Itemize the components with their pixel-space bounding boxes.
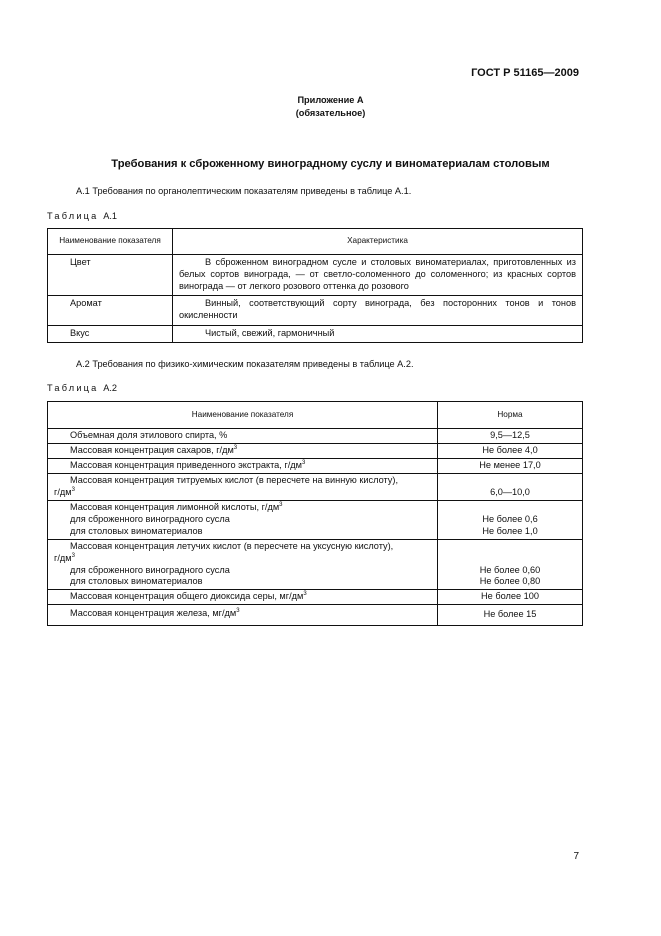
unit-superscript: 3: [236, 608, 240, 615]
table-row: [48, 590, 583, 605]
table-row: [48, 458, 583, 473]
row-label: Массовая концентрация общего диоксида серы, мг/дм: [70, 591, 304, 602]
row-label: Массовая концентрация сахаров, г/дм: [70, 444, 234, 455]
table-cell-value: Чистый, свежий, гармоничный: [173, 325, 583, 342]
column-header: Характеристика: [173, 229, 583, 255]
table-row: [48, 605, 583, 626]
table-cell-name: Объемная доля этилового спирта, %: [48, 429, 438, 444]
column-header: Наименование показателя: [48, 229, 173, 255]
table-a1: [47, 228, 583, 343]
table-row: [48, 473, 583, 500]
table-row: [48, 539, 583, 590]
table1-caption-number: А.1: [103, 211, 117, 221]
table-cell-value: [438, 500, 583, 539]
table-cell-name: [48, 473, 438, 500]
paragraph-a1: А.1 Требования по органолептическим показателям приведены в таблице А.1.: [76, 186, 412, 196]
section-heading: Требования к сброженному виноградному суслу и виноматериалам столовым: [111, 158, 550, 170]
table1-caption-prefix: Таблица: [47, 211, 99, 221]
unit-superscript: 3: [301, 459, 306, 466]
unit-superscript: 3: [233, 444, 238, 451]
row-label-line1: [70, 502, 431, 514]
table2-caption-number: А.2: [103, 383, 117, 393]
table-cell-name: [48, 605, 438, 626]
table2-caption: [47, 383, 117, 395]
table-row: [48, 255, 583, 296]
unit-superscript: 3: [71, 552, 75, 559]
table-cell-value: Не более 100: [438, 590, 583, 605]
row-label: Массовая концентрация лимонной кислоты, г/дм: [70, 501, 280, 512]
paragraph-a2: А.2 Требования по физико-химическим показателям приведены в таблице А.2.: [76, 359, 414, 369]
column-header: Норма: [438, 402, 583, 429]
row-sublabel: для столовых виноматериалов: [70, 576, 203, 587]
unit-superscript: 3: [303, 591, 307, 598]
table1-caption: [47, 211, 117, 223]
table-cell-name: [48, 443, 438, 458]
table-cell-value: В сброженном виноградном сусле и столовых виноматериалах, приготовленных из белых сортов винограда, — от светло-соломенного до соломенного; из красных сортов винограда — от легкого розового оттенка до розового: [173, 255, 583, 296]
table-cell-name: Цвет: [48, 255, 173, 296]
table-cell-value: 9,5—12,5: [438, 429, 583, 444]
row-label: Массовая концентрация приведенного экстракта, г/дм: [70, 459, 302, 470]
unit-superscript: 3: [279, 501, 283, 508]
column-header: Наименование показателя: [48, 402, 438, 429]
table2-caption-prefix: Таблица: [47, 383, 99, 393]
row-label: Массовая концентрация железа, мг/дм: [70, 608, 237, 619]
table-cell-name: [48, 590, 438, 605]
appendix-title: Приложение А: [297, 95, 364, 105]
value-line: Не более 0,80: [479, 576, 541, 587]
standard-number: ГОСТ Р 51165—2009: [471, 67, 579, 79]
unit-superscript: 3: [71, 486, 75, 493]
row-sublabel: для сброженного виноградного сусла: [70, 564, 230, 575]
row-label-line1: Массовая концентрация летучих кислот (в пересчете на уксусную кислоту),: [70, 540, 394, 551]
table-cell-name: Аромат: [48, 295, 173, 325]
row-sublabel: для столовых виноматериалов: [70, 525, 203, 536]
page-number: 7: [573, 851, 579, 862]
table-cell-value: Не менее 17,0: [438, 458, 583, 473]
row-label-unit: г/дм: [54, 552, 72, 563]
row-label-line2: [54, 553, 431, 565]
value-line: Не более 1,0: [482, 525, 538, 536]
table-row: [48, 295, 583, 325]
table-row: [48, 500, 583, 539]
table-cell-name: [48, 500, 438, 539]
value-line: Не более 0,60: [479, 564, 541, 575]
row-sublabel: для сброженного виноградного сусла: [70, 513, 230, 524]
table-a2: [47, 401, 583, 626]
table-cell-value: [438, 539, 583, 590]
table-header-row: [48, 402, 583, 429]
row-label-line2: [54, 487, 431, 499]
row-label-line1: Массовая концентрация титруемых кислот (в пересчете на винную кислоту),: [70, 474, 398, 485]
table-row: [48, 429, 583, 444]
table-cell-value: Не более 15: [438, 605, 583, 626]
table-header-row: [48, 229, 583, 255]
table-cell-name: [48, 539, 438, 590]
table-row: [48, 325, 583, 342]
value-line: Не более 0,6: [482, 513, 538, 524]
table-cell-value: Не более 4,0: [438, 443, 583, 458]
table-cell-name: Вкус: [48, 325, 173, 342]
table-cell-value: Винный, соответствующий сорту винограда, без посторонних тонов и тонов окисленности: [173, 295, 583, 325]
row-label-unit: г/дм: [54, 486, 72, 497]
table-cell-value: 6,0—10,0: [438, 473, 583, 500]
appendix-status: (обязательное): [295, 108, 366, 118]
table-cell-name: [48, 458, 438, 473]
table-row: [48, 443, 583, 458]
